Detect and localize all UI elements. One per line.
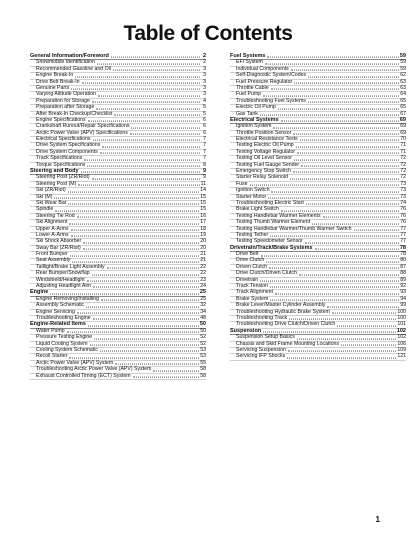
toc-entry-label: Drive Clutch/Driven Clutch — [236, 270, 297, 277]
toc-entry-page: 71 — [400, 148, 406, 155]
toc-entry-page: 100 — [397, 315, 406, 321]
toc-entry-label: Cooling System Schematic — [36, 346, 98, 353]
toc-entry-label: Rear Bumper/Snowflap — [36, 270, 90, 277]
toc-entry-label: Fuel Pressure Regulator — [236, 78, 293, 85]
toc-entry-page: 72 — [400, 155, 406, 162]
toc-entry-label: Brake System — [236, 295, 269, 302]
toc-entry-label: Testing Electric Oil Pump — [236, 142, 294, 149]
toc-entry-label: Servicing IFP Shocks — [236, 353, 286, 360]
toc-entry-page: 76 — [400, 219, 406, 226]
toc-entry[interactable] — [230, 354, 406, 360]
toc-entry-label: Seat Assembly — [36, 257, 71, 264]
toc-entry-page: 74 — [400, 199, 406, 206]
toc-entry-label: Troubleshooting Track — [236, 315, 288, 321]
toc-entry-page: 7 — [203, 155, 206, 162]
toc-entry-label: Track Specifications — [36, 155, 83, 162]
toc-section — [230, 54, 406, 118]
toc-entry-page: 58 — [200, 366, 206, 373]
toc-entry-label: Throttle Position Sensor — [236, 129, 292, 136]
toc-entry-page: 21 — [200, 251, 206, 258]
toc-section — [30, 169, 206, 290]
toc-entry-label: Testing Voltage Regulator — [236, 148, 296, 155]
toc-entry-page: 3 — [203, 91, 206, 98]
toc-entry-label: Testing Oil Level Sensor — [236, 155, 292, 162]
toc-entry-page: 7 — [203, 142, 206, 149]
toc-entry-label: Electrical Resistance Tests — [236, 136, 298, 143]
toc-entry-page: 21 — [200, 257, 206, 264]
toc-entry-page: 59 — [399, 52, 406, 59]
toc-entry-page: 17 — [200, 219, 206, 226]
toc-entry-page: 99 — [400, 302, 406, 309]
toc-entry-label: Emergency Stop Switch — [236, 168, 292, 175]
toc-entry-page: 69 — [400, 123, 406, 130]
toc-entry-page: 102 — [397, 334, 406, 341]
toc-entry-page: 14 — [200, 187, 206, 194]
toc-entry-page: 23 — [200, 276, 206, 283]
toc-entry-label: Troubleshooting Fuel Systems — [236, 97, 306, 104]
toc-entry-label: Ski (M) — [36, 193, 53, 200]
toc-entry-page: 11 — [200, 180, 206, 187]
toc-entry-page: 94 — [400, 295, 406, 302]
dot-leader — [287, 351, 396, 358]
toc-entry-label: Ski (ZR/Riot) — [36, 187, 66, 194]
toc-entry-label: Engine Removing/Installing — [36, 295, 99, 302]
toc-section — [30, 322, 206, 380]
toc-entry-label: Ski Alignment — [36, 219, 68, 226]
toc-entry-label: Preparation after Storage — [36, 104, 95, 111]
toc-entry-label: Starter Relay Solenoid — [236, 174, 288, 181]
toc-entry-page: 34 — [200, 308, 206, 315]
toc-entry-label: Steering Tie Rod — [36, 212, 75, 219]
toc-entry-page: 63 — [400, 84, 406, 91]
toc-entry-page: 20 — [200, 244, 206, 251]
toc-entry-page: 73 — [400, 180, 406, 187]
toc-entry-page: 4 — [203, 97, 206, 104]
toc-entry-label: Electric Oil Pump — [236, 104, 276, 111]
toc-entry-label: Self-Diagnostic System/Codes — [236, 72, 307, 79]
toc-entry-page: 52 — [200, 334, 206, 341]
toc-entry-page: 62 — [400, 72, 406, 79]
toc-entry-page: 121 — [397, 353, 406, 360]
toc-entry-page: 69 — [399, 116, 406, 123]
toc-entry-page: 19 — [200, 231, 206, 238]
toc-entry-label: Throttle Cable — [236, 84, 269, 91]
toc-entry-label: Steering Post (ZR/Riot) — [36, 174, 90, 181]
toc-entry-page: 70 — [400, 136, 406, 143]
toc-entry-label: Ski Shock Absorber — [36, 238, 82, 245]
toc-entry-label: Troubleshooting Hydraulic Brake System — [236, 308, 330, 315]
toc-entry-page: 16 — [200, 212, 206, 219]
toc-entry-label: Spindle — [36, 206, 54, 213]
toc-entry-label: Liquid Cooling System — [36, 340, 88, 347]
toc-entry-page: 53 — [200, 346, 206, 353]
toc-entry-page: 6 — [203, 129, 206, 136]
toc-entry-page: 52 — [200, 340, 206, 347]
toc-entry-label: Testing Thumb Warmer Element — [236, 219, 311, 226]
toc-left-column — [30, 54, 206, 380]
toc-entry-label: Testing Handlebar Warmer/Thumb Warmer Switch — [236, 225, 352, 232]
toc-entry-label: Fuse — [236, 180, 248, 187]
toc-entry-label: Electrical Systems — [230, 116, 279, 123]
toc-entry-label: Engine Specifications — [36, 116, 86, 123]
toc-entry-page: 53 — [200, 353, 206, 360]
toc-entry-label: Sway Bar (ZR/Riot) — [36, 244, 81, 251]
toc-entry-label: Chassis and Skid Frame Mounting Locations — [236, 340, 339, 347]
toc-entry-label: Suspension — [230, 327, 262, 334]
toc-entry-page: 77 — [400, 225, 406, 232]
toc-entry-label: Fuel Systems — [230, 52, 266, 59]
dot-leader — [133, 371, 200, 378]
toc-entry-page: 106 — [397, 340, 406, 347]
toc-entry-page: 101 — [397, 321, 406, 328]
toc-entry-page: 15 — [200, 206, 206, 213]
toc-section — [230, 329, 406, 361]
toc-entry-label: Testing Fuel Gauge Sender — [236, 161, 300, 168]
toc-entry-label: Engine — [30, 289, 49, 296]
toc-entry-page: 48 — [200, 315, 206, 321]
toc-entry-page: 76 — [400, 212, 406, 219]
toc-entry-page: 7 — [203, 136, 206, 143]
toc-entry-label: Upper A-Arms — [36, 225, 69, 232]
toc-entry-label: Ignition System — [236, 123, 272, 130]
toc-entry-label: Drivetrain/Track/Brake Systems — [230, 244, 313, 251]
toc-entry-label: Gas Tank — [236, 110, 258, 117]
toc-entry-page: 78 — [400, 251, 406, 258]
toc-entry-page: 72 — [400, 168, 406, 175]
toc-entry-label: Track Alignment — [236, 289, 273, 296]
toc-entry-label: Taillight/Brake Light Assembly — [36, 263, 105, 270]
toc-entry-page: 3 — [203, 72, 206, 79]
toc-entry-label: Troubleshooting Arctic Power Valve (APV) System — [36, 366, 152, 373]
toc-entry-page: 6 — [203, 123, 206, 130]
toc-entry-page: 67 — [400, 110, 406, 117]
toc-entry-page: 50 — [199, 321, 206, 328]
toc-entry-page: 100 — [397, 308, 406, 315]
toc-entry-page: 5 — [203, 104, 206, 111]
toc-entry-label: Preparation for Storage — [36, 97, 90, 104]
toc-entry-page: 5 — [203, 110, 206, 117]
toc-entry-page: 73 — [400, 187, 406, 194]
toc-entry-label: After Break-In Checkup/Checklist — [36, 110, 113, 117]
toc-entry-label: Varying Altitude Operation — [36, 91, 96, 98]
toc-entry-label: Testing Speedometer Sensor — [236, 238, 303, 245]
toc-entry-label: Servicing Suspension — [236, 346, 286, 353]
toc-entry-label: Fuel Pump — [236, 91, 262, 98]
toc-entry-label: Ignition Switch — [236, 187, 270, 194]
toc-entry-label: Drive System Components — [36, 148, 98, 155]
toc-entry-page: 71 — [400, 142, 406, 149]
toc-entry-label: Pressure Testing Engine — [36, 334, 93, 341]
toc-entry-page: 55 — [200, 359, 206, 366]
toc-entry-page: 3 — [203, 78, 206, 85]
toc-section — [230, 118, 406, 246]
toc-entry-page: 18 — [200, 225, 206, 232]
toc-entry-label: Brake Light Switch — [236, 206, 279, 213]
toc-entry-page: 69 — [400, 129, 406, 136]
toc-entry-page: 7 — [203, 148, 206, 155]
toc-entry-page: 76 — [400, 206, 406, 213]
toc-entry-label: Individual Components — [236, 65, 289, 72]
toc-entry-page: 88 — [400, 270, 406, 277]
toc-entry-page: 15 — [200, 199, 206, 206]
toc-entry-page: 3 — [203, 84, 206, 91]
toc-entry-label: EFI System — [236, 59, 263, 66]
toc-entry-label: Engine-Related Items — [30, 321, 86, 328]
toc-entry-label: Track Tension — [236, 283, 269, 290]
toc-entry-page: 63 — [400, 78, 406, 85]
toc-entry-label: Testing Handlebar Warmer Elements — [236, 212, 321, 219]
toc-entry-label: Driven Clutch — [236, 263, 268, 270]
toc-entry-label: Troubleshooting Engine — [36, 315, 91, 321]
toc-entry-label: Drive Belt — [236, 251, 259, 258]
toc-entry-page: 65 — [400, 104, 406, 111]
toc-entry-label: Brake Lever/Master Cylinder Assembly — [236, 302, 326, 309]
toc-entry-label: Drive Belt Break-In — [36, 78, 80, 85]
toc-entry-label: Drive Clutch — [236, 257, 265, 264]
toc-entry-label: Testing Tether — [236, 231, 269, 238]
toc-entry-label: Arctic Power Valve (APV) Specifications — [36, 129, 128, 136]
toc-entry-page: 22 — [200, 270, 206, 277]
toc-entry-label: Troubleshooting Drive Clutch/Driven Clutch — [236, 321, 336, 328]
toc-entry-label: Ski Wear Bar — [36, 199, 67, 206]
toc-entry-page: 64 — [400, 91, 406, 98]
toc-entry-label: Engine Break-In — [36, 72, 74, 79]
toc-entry-label: Exhaust Controlled Timing (ECT) System — [36, 372, 131, 379]
toc-entry-page: 22 — [200, 263, 206, 270]
toc-entry-label: Troubleshooting Electric Start — [236, 199, 304, 206]
toc-right-column — [230, 54, 406, 361]
toc-entry-label: Electrical Specifications — [36, 136, 91, 143]
toc-entry-page: 2 — [203, 59, 206, 66]
toc-entry-label: Adjusting Headlight Aim — [36, 283, 91, 290]
toc-entry-label: Crankshaft Runout/Repair Specifications — [36, 123, 130, 130]
toc-entry-page: 58 — [200, 372, 206, 379]
page-title: Table of Contents — [123, 22, 293, 45]
toc-entry-label: Genuine Parts — [36, 84, 70, 91]
toc-entry-page: 73 — [400, 193, 406, 200]
toc-entry-page: 80 — [400, 257, 406, 264]
toc-entry-page: 9 — [202, 168, 206, 175]
toc-entry-page: 77 — [400, 231, 406, 238]
toc-entry-page: 72 — [400, 161, 406, 168]
toc-entry-label: Snowmobile Identification — [36, 59, 95, 66]
toc-entry-page: 65 — [400, 97, 406, 104]
toc-section — [230, 246, 406, 329]
toc-entry-label: General Information/Foreword — [30, 52, 109, 59]
toc-entry-label: Recoil Starter — [36, 353, 68, 360]
toc-entry-page: 20 — [200, 238, 206, 245]
toc-entry-page: 59 — [400, 65, 406, 72]
toc-entry-label: Drive System Specifications — [36, 142, 101, 149]
toc-entry-page: 50 — [200, 327, 206, 334]
toc-entry[interactable] — [30, 374, 206, 380]
toc-entry-label: Steering Post (M) — [36, 180, 77, 187]
toc-entry-label: Front Bumper — [36, 251, 68, 258]
toc-entry-page: 24 — [200, 283, 206, 290]
toc-entry-label: Engine Servicing — [36, 308, 75, 315]
toc-entry-page: 9 — [203, 174, 206, 181]
toc-entry-label: Water Pump — [36, 327, 65, 334]
toc-entry-page: 2 — [202, 52, 206, 59]
toc-entry-label: Torque Specifications — [36, 161, 86, 168]
toc-entry-page: 3 — [203, 65, 206, 72]
toc-entry-page: 102 — [396, 327, 406, 334]
toc-entry-page: 6 — [203, 116, 206, 123]
toc-entry-page: 89 — [400, 276, 406, 283]
toc-entry-label: Steering and Body — [30, 168, 79, 175]
toc-entry-page: 77 — [400, 238, 406, 245]
toc-section — [30, 290, 206, 322]
toc-entry-label: Lower A-Arms — [36, 231, 69, 238]
toc-entry-label: Assembly Schematic — [36, 302, 85, 309]
toc-entry-page: 109 — [397, 346, 406, 353]
page-number: 1 — [375, 515, 380, 524]
toc-entry-page: 8 — [203, 161, 206, 168]
toc-entry-page: 25 — [199, 289, 206, 296]
toc-entry-page: 32 — [200, 302, 206, 309]
toc-entry-page: 92 — [400, 283, 406, 290]
toc-entry-page: 59 — [400, 59, 406, 66]
toc-entry-label: Windshield/Headlight — [36, 276, 85, 283]
toc-entry-label: Arctic Power Valve (APV) System — [36, 359, 114, 366]
toc-entry-page: 72 — [400, 174, 406, 181]
toc-entry-label: Recommended Gasoline and Oil — [36, 65, 111, 72]
toc-entry-page: 15 — [200, 193, 206, 200]
toc-section — [30, 54, 206, 169]
toc-entry-label: Suspension Setup Basics — [236, 334, 295, 341]
toc-entry-page: 78 — [399, 244, 406, 251]
toc-entry-label: Drivetrain — [236, 276, 259, 283]
toc-entry-label: Starter Motor — [236, 193, 267, 200]
toc-entry-page: 93 — [400, 289, 406, 296]
toc-entry-page: 87 — [400, 263, 406, 270]
toc-entry-page: 25 — [200, 295, 206, 302]
